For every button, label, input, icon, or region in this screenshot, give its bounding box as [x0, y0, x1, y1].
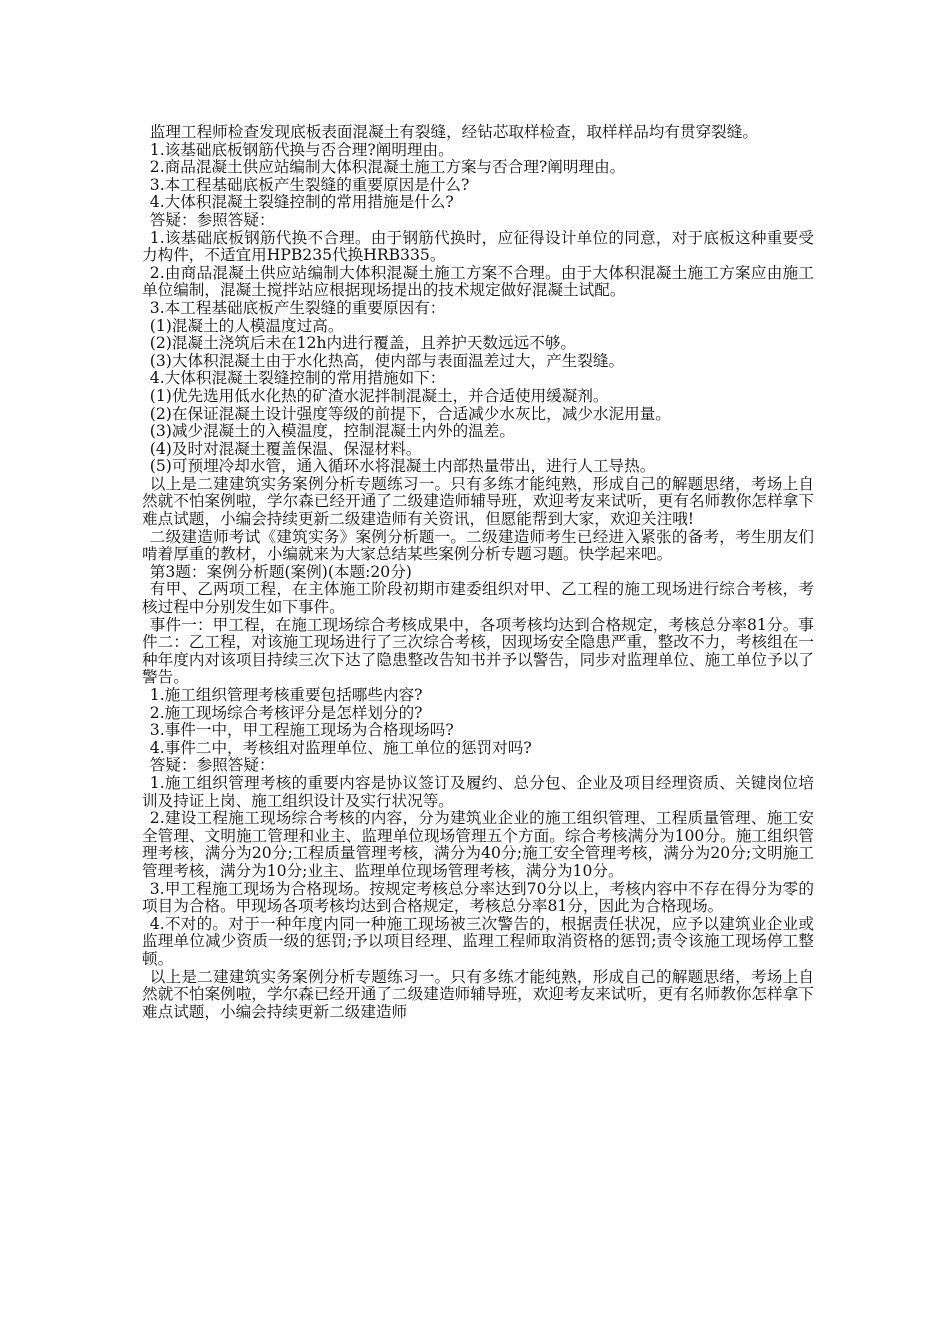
paragraph: 2.商品混凝土供应站编制大体积混凝土施工方案与否合理?阐明理由。 [149, 158, 626, 177]
paragraph: (1)混凝土的人模温度过高。 [149, 316, 344, 335]
paragraph: 监理工程师检查发现底板表面混凝土有裂缝，经钻芯取样检查，取样样品均有贯穿裂缝。 [149, 123, 758, 141]
paragraph: 以上是二建建筑实务案例分析专题练习一。只有多练才能纯熟，形成自己的解题思绪，考场上自然就不怕案例啦，学尔森已经开通了二级建造师辅导班，欢迎考友来试听，更有名师教你怎样拿下难点试题，小编会持续更新二级建造师有关资讯，但愿能帮到大家，欢迎关注哦! [142, 474, 814, 529]
paragraph: 2.施工现场综合考核评分是怎样划分的? [149, 703, 423, 722]
paragraph: 4.不对的。对于一种年度内同一种施工现场被三次警告的，根据责任状况，应予以建筑业企业或监理单位减少资质一级的惩罚;予以项目经理、监理工程师取消资格的惩罚;责令该施工现场停工整顿。 [142, 914, 814, 968]
paragraph: 1.施工组织管理考核重要包括哪些内容? [149, 686, 423, 704]
paragraph: (2)混凝土浇筑后未在12h内进行覆盖，且养护天数远远不够。 [149, 334, 577, 353]
document-body [142, 124, 814, 1021]
paragraph: 3.事件一中，甲工程施工现场为合格现场吗? [149, 721, 454, 740]
paragraph: (1)优先选用低水化热的矿渣水泥拌制混凝土，并合适使用缓凝剂。 [149, 386, 609, 405]
paragraph: 第3题：案例分析题(案例)(本题:20分) [149, 562, 412, 581]
paragraph: 4.事件二中，考核组对监理单位、施工单位的惩罚对吗? [149, 738, 532, 757]
paragraph: (4)及时对混凝土覆盖保温、保湿材料。 [149, 439, 422, 458]
paragraph: 4.大体积混凝土裂缝控制的常用措施如下： [149, 369, 446, 388]
paragraph: 以上是二建建筑实务案例分析专题练习一。只有多练才能纯熟，形成自己的解题思绪，考场上自然就不怕案例啦，学尔森已经开通了二级建造师辅导班，欢迎考友来试听，更有名师教你怎样拿下难点试题，小编会持续更新二级建造师 [142, 967, 814, 1021]
paragraph: 4.大体积混凝土裂缝控制的常用措施是什么? [149, 193, 454, 212]
paragraph: 2.建设工程施工现场综合考核的内容，分为建筑业企业的施工组织管理、工程质量管理、施工安全管理、文明施工管理和业主、监理单位现场管理五个方面。综合考核满分为100分。施工组织管理考核，满分为20分;工程质量管理考核，满分为40分;施工安全管理考核，满分为20分;文明施工管理考核，满分为10分;业主、监理单位现场管理考核，满分为10分。 [142, 809, 814, 880]
paragraph: 事件一：甲工程，在施工现场综合考核成果中，各项考核均达到合格规定，考核总分率81分。事件二：乙工程，对该施工现场进行了三次综合考核，因现场安全隐患严重，整改不力，考核组在一种年度内对该项目持续三次下达了隐患整改告知书并予以警告，同步对监理单位、施工单位予以了警告。 [142, 615, 814, 687]
paragraph: (3)减少混凝土的入模温度，控制混凝土内外的温差。 [149, 422, 515, 441]
paragraph: 2.由商品混凝土供应站编制大体积混凝土施工方案不合理。由于大体积混凝土施工方案应由施工单位编制，混凝土搅拌站应根据现场提出的技术规定做好混凝土试配。 [142, 263, 814, 300]
paragraph: 答疑：参照答疑： [149, 210, 275, 229]
paragraph: 3.本工程基础底板产生裂缝的重要原因是什么? [149, 175, 470, 194]
paragraph: 1.施工组织管理考核的重要内容是协议签订及履约、总分包、企业及项目经理资质、关键岗位培训及持证上岗、施工组织设计及实行状况等。 [142, 773, 814, 810]
paragraph: 3.本工程基础底板产生裂缝的重要原因有： [149, 298, 446, 317]
paragraph: 3.甲工程施工现场为合格现场。按规定考核总分率达到70分以上，考核内容中不存在得分为零的项目为合格。甲现场各项考核均达到合格规定，考核总分率81分，因此为合格现场。 [142, 879, 814, 916]
paragraph: (3)大体积混凝土由于水化热高，使内部与表面温差过大，产生裂缝。 [149, 351, 625, 370]
paragraph: (5)可预埋冷却水管，通入循环水将混凝土内部热量带出，进行人工导热。 [149, 457, 656, 476]
paragraph: (2)在保证混凝土设计强度等级的前提下，合适减少水灰比，减少水泥用量。 [149, 404, 671, 423]
paragraph: 答疑：参照答疑： [149, 756, 275, 775]
paragraph: 二级建造师考试《建筑实务》案例分析题一。二级建造师考生已经进入紧张的备考，考生朋友们啃着厚重的教材，小编就来为大家总结某些案例分析专题习题。快学起来吧。 [142, 527, 814, 564]
paragraph: 1.该基础底板钢筋代换不合理。由于钢筋代换时，应征得设计单位的同意，对于底板这种重要受力构件，不适宜用HPB235代换HRB335。 [142, 228, 814, 265]
paragraph: 有甲、乙两项工程，在主体施工阶段初期市建委组织对甲、乙工程的施工现场进行综合考核，考核过程中分别发生如下事件。 [142, 580, 814, 617]
paragraph: 1.该基础底板钢筋代换与否合理?阐明理由。 [149, 140, 454, 159]
